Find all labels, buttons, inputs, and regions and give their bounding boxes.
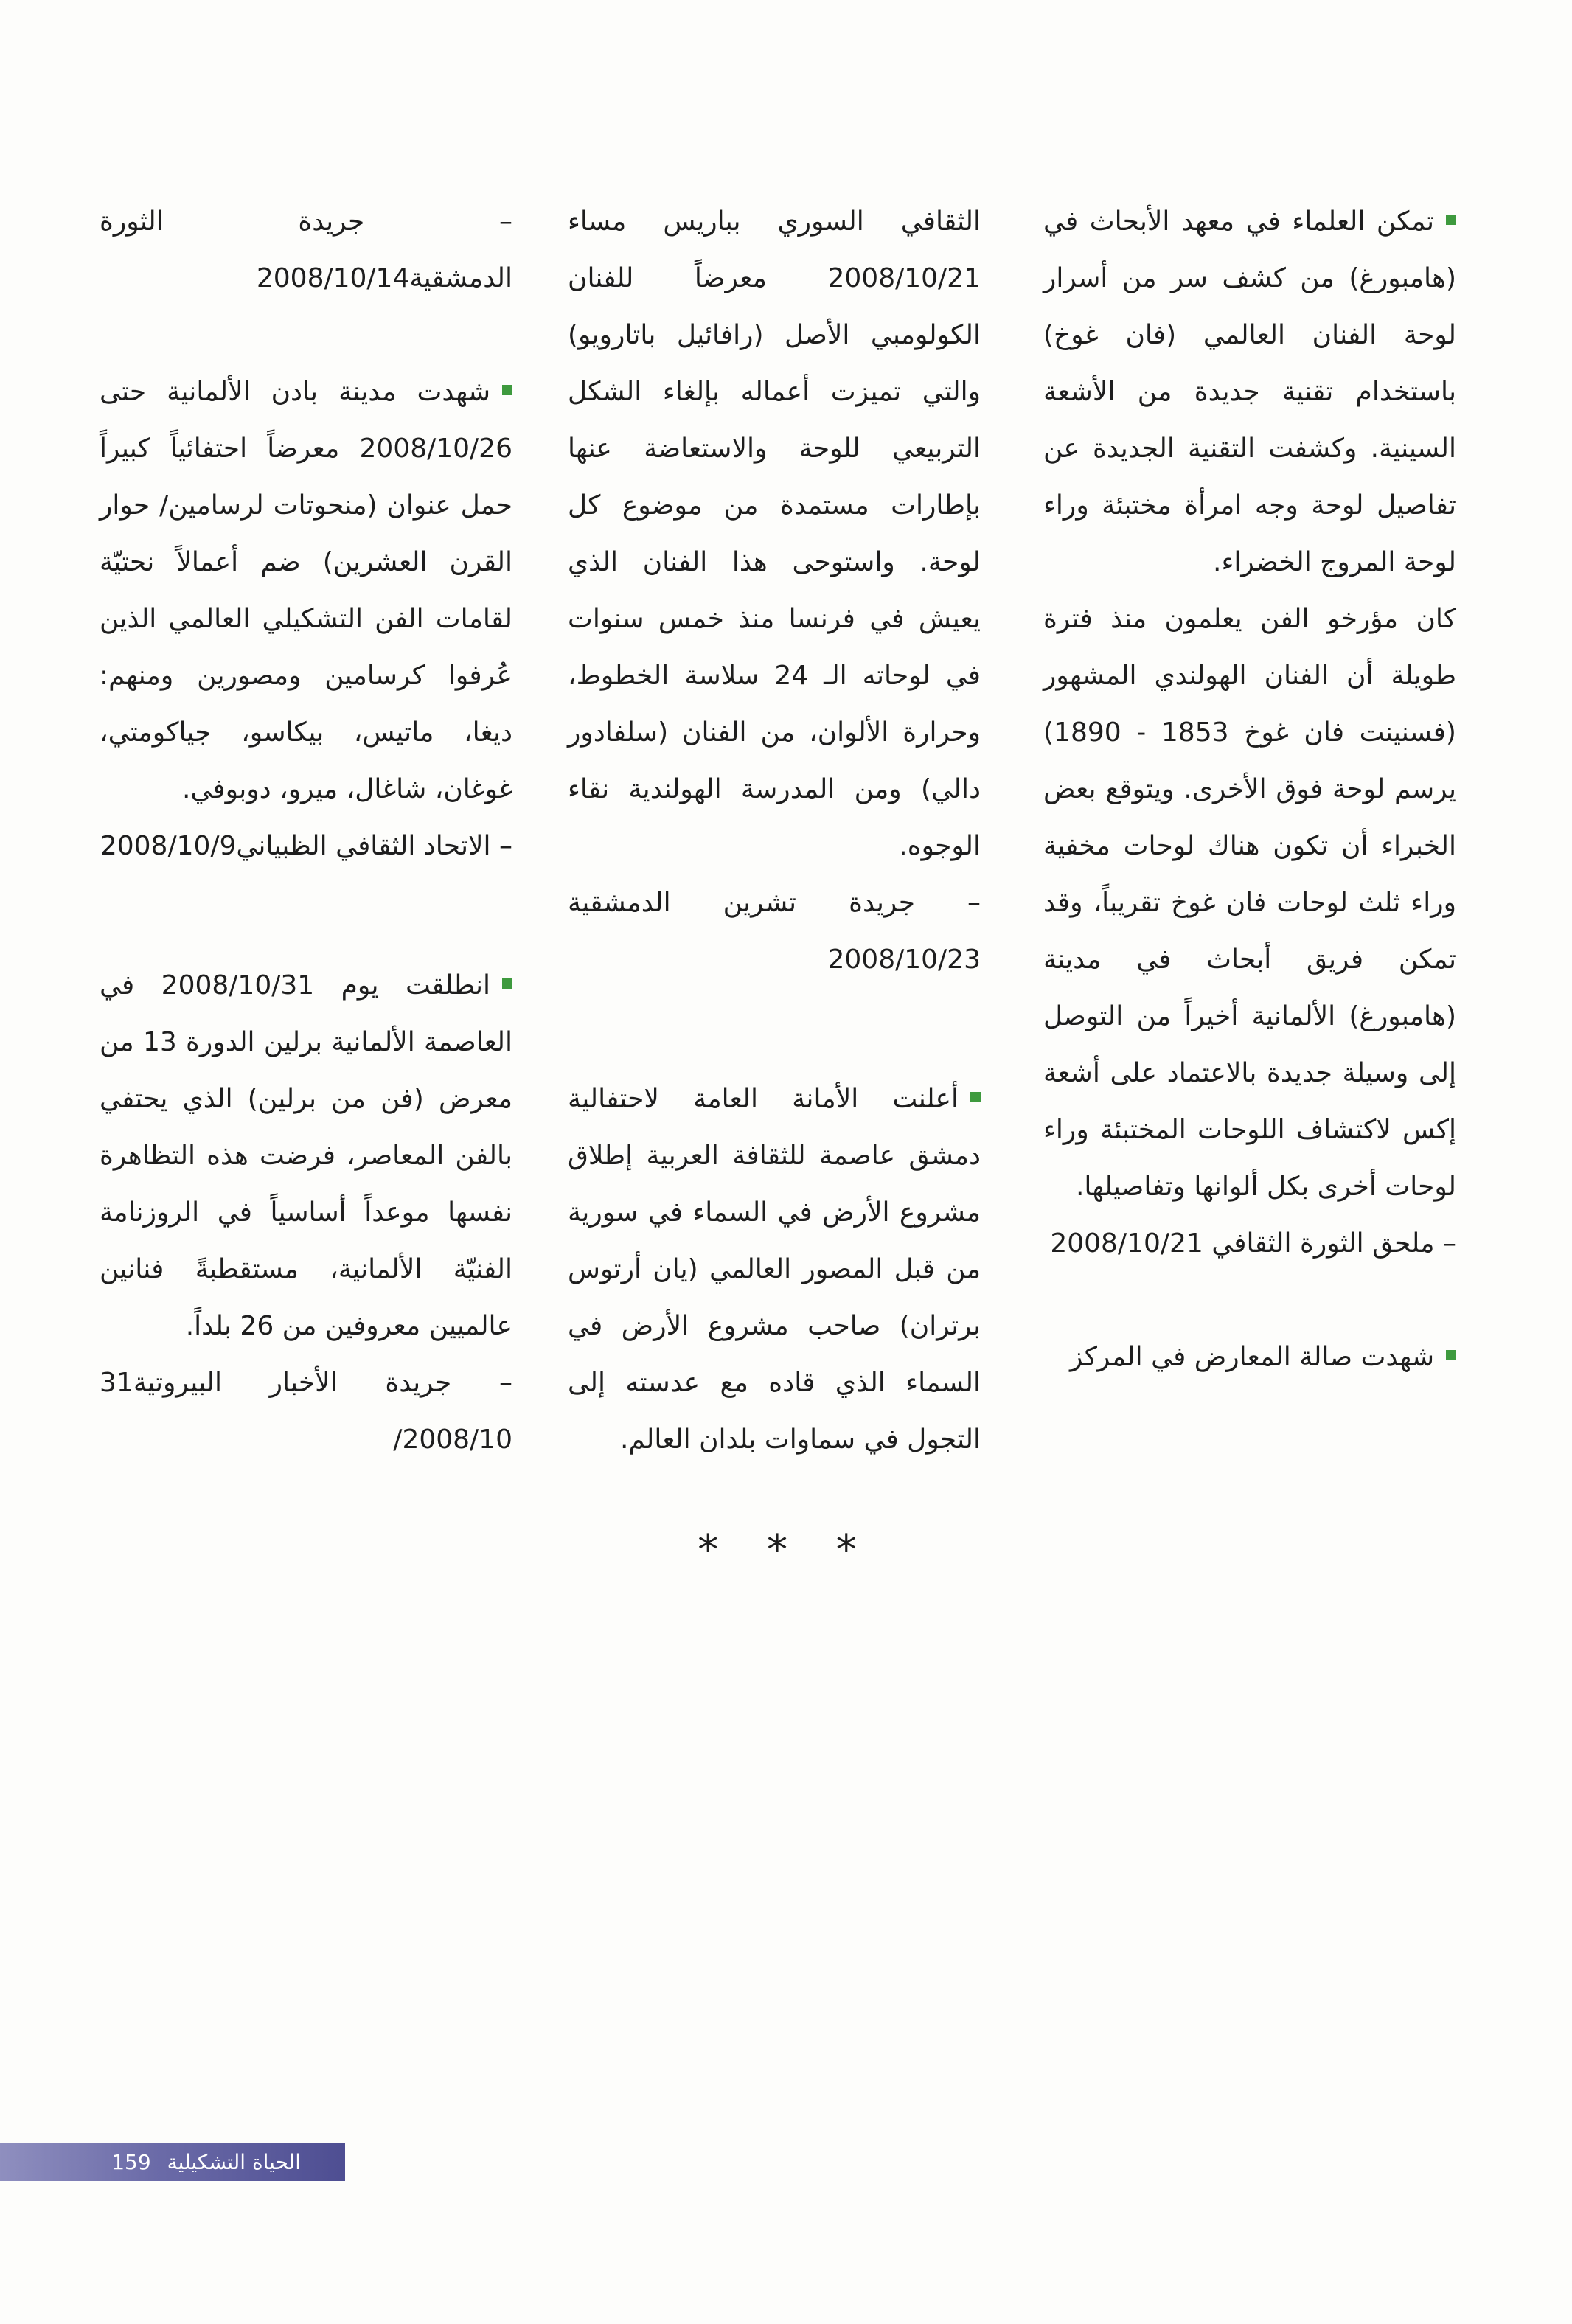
news-item-paris-exhibit-continued: الثقافي السوري بباريس مساء 2008/10/21 معرضاً للفنان الكولومبي الأصل (رافائيل باتارويو) والتي تميزت أعماله بإلغاء الشكل التربيعي للوحة والاستعاضة عنها بإطارات مستمدة من موضوع كل لوحة. واستوحى هذا الفنان الذي يعيش في فرنسا منذ خمس سنوات في لوحاته الـ 24 سلاسة الخطوط، وحرارة الألوان، من الفنان (سلفادور دالي) ومن المدرسة الهولندية نقاء الوجوه. — [568, 206, 981, 861]
source-citation: – ملحق الثورة الثقافي 2008/10/21 — [1050, 1228, 1456, 1259]
article-column-middle — [568, 193, 981, 1468]
page-number: 159 — [111, 2149, 151, 2174]
news-item-van-gogh: تمكن العلماء في معهد الأبحاث في (هامبورغ) من كشف سر من أسرار لوحة الفنان العالمي (فان غوخ) باستخدام تقنية جديدة من الأشعة السينية. وكشفت التقنية الجديدة عن تفاصيل لوحة وجه امرأة مختبئة وراء لوحة المروج الخضراء. — [1043, 206, 1456, 577]
source-citation: – جريدة تشرين الدمشقية 2008/10/23 — [568, 888, 981, 975]
news-item-baden-exhibit: شهدت مدينة بادن الألمانية حتى 2008/10/26 معرضاً احتفائياً كبيراً حمل عنوان (منحوتات لرسامين/ حوار القرن العشرين) ضم أعمالاً نحتيّة لقامات الفن التشكيلي العالمي الذين عُرفوا كرسامين ومصورين ومنهم: ديغا، ماتيس، بيكاسو، جياكومتي، غوغان، شاغال، ميرو، دوبوفي. — [100, 377, 512, 804]
news-item-van-gogh-continued: كان مؤرخو الفن يعلمون منذ فترة طويلة أن الفنان الهولندي المشهور (فسنينت فان غوخ 1853 - 1890) يرسم لوحة فوق الأخرى. ويتوقع بعض الخبراء أن تكون هناك لوحات مخفية وراء ثلث لوحات فان غوخ تقريباً، وقد تمكن فريق أبحاث في مدينة (هامبورغ) الألمانية أخيراً من التوصل إلى وسيلة جديدة بالاعتماد على أشعة إكس لاكتشاف اللوحات المختبئة وراء لوحات أخرى بكل ألوانها وتفاصيلها. — [1043, 604, 1456, 1202]
bullet-square-icon — [502, 978, 512, 989]
article-column-left — [100, 193, 512, 1468]
page-footer — [0, 2143, 345, 2181]
bullet-square-icon — [1446, 1350, 1456, 1360]
source-citation: – جريدة الثورة الدمشقية2008/10/14 — [100, 206, 512, 293]
article-column-right — [1043, 193, 1456, 1385]
bullet-square-icon — [502, 385, 512, 395]
source-citation: – الاتحاد الثقافي الظبياني2008/10/9 — [100, 831, 512, 861]
section-separator: * * * — [698, 1526, 874, 1574]
bullet-square-icon — [970, 1092, 981, 1102]
news-item-paris-exhibit: شهدت صالة المعارض في المركز — [1043, 1329, 1456, 1385]
news-item-berlin-art: انطلقت يوم 2008/10/31 في العاصمة الألمانية برلين الدورة 13 من معرض (فن من برلين) الذي يحتفي بالفن المعاصر، فرضت هذه التظاهرة نفسها موعداً أساسياً في الروزنامة الفنيّة الألمانية، مستقطبةً فنانين عالميين معروفين من 26 بلداً. — [100, 970, 512, 1341]
news-item-earth-from-above: أعلنت الأمانة العامة لاحتفالية دمشق عاصمة للثقافة العربية إطلاق مشروع الأرض في السماء في سورية من قبل المصور العالمي (يان أرتوس برتران) صاحب مشروع الأرض في السماء الذي قاده مع عدسته إلى التجول في سماوات بلدان العالم. — [568, 1084, 981, 1455]
magazine-title: الحياة التشكيلية — [167, 2149, 301, 2174]
source-citation: – جريدة الأخبار البيروتية31 2008/10/ — [100, 1368, 512, 1455]
bullet-square-icon — [1446, 215, 1456, 225]
